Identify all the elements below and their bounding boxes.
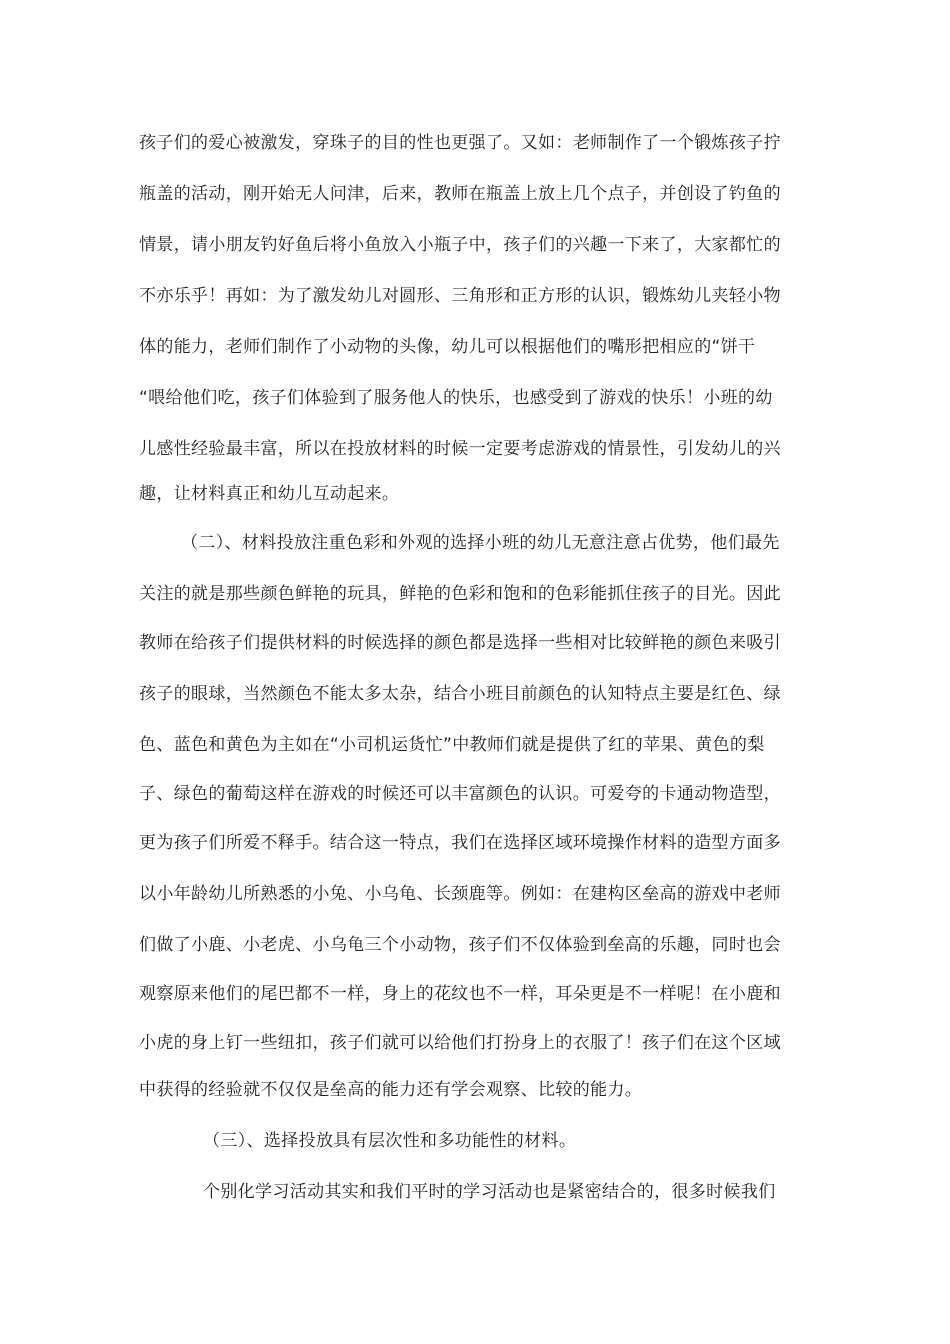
body-text-line: 情景，请小朋友钓好鱼后将小鱼放入小瓶子中，孩子们的兴趣一下来了，大家都忙的 <box>139 235 781 255</box>
body-text-line: 中获得的经验就不仅仅是垒高的能力还有学会观察、比较的能力。 <box>139 1080 643 1100</box>
body-text-line: 儿感性经验最丰富，所以在投放材料的时候一定要考虑游戏的情景性，引发幼儿的兴 <box>139 439 781 459</box>
body-text-line: 教师在给孩子们提供材料的时候选择的颜色都是选择一些相对比较鲜艳的颜色来吸引 <box>139 633 781 653</box>
body-text-line: “喂给他们吃，孩子们体验到了服务他人的快乐，也感受到了游戏的快乐！小班的幼 <box>139 388 773 408</box>
body-text-line: 孩子的眼球，当然颜色不能太多太杂，结合小班目前颜色的认知特点主要是红色、绿 <box>139 684 781 704</box>
body-text-line: 观察原来他们的尾巴都不一样，身上的花纹也不一样，耳朵更是不一样呢！在小鹿和 <box>139 984 781 1004</box>
body-text-line: 瓶盖的活动，刚开始无人问津，后来，教师在瓶盖上放上几个点子，并创设了钓鱼的 <box>139 184 781 204</box>
body-text-line: 色、蓝色和黄色为主如在“小司机运货忙”中教师们就是提供了红的苹果、黄色的梨 <box>139 735 765 755</box>
body-text-line: 趣，让材料真正和幼儿互动起来。 <box>139 484 400 504</box>
section-heading-2: （二）、材料投放注重色彩和外观的选择小班的幼儿无意注意占优势，他们最先 <box>181 533 780 553</box>
body-text-line: 子、绿色的葡萄这样在游戏的时候还可以丰富颜色的认识。可爱夸的卡通动物造型， <box>139 784 781 804</box>
body-text-line: 孩子们的爱心被激发，穿珠子的目的性也更强了。又如：老师制作了一个锻炼孩子拧 <box>139 133 781 153</box>
body-text-line: 以小年龄幼儿所熟悉的小兔、小乌龟、长颈鹿等。例如：在建构区垒高的游戏中老师 <box>139 884 781 904</box>
body-text-line: 更为孩子们所爱不释手。结合这一特点，我们在选择区域环境操作材料的造型方面多 <box>139 833 781 853</box>
body-text-line: 个别化学习活动其实和我们平时的学习活动也是紧密结合的，很多时候我们 <box>203 1182 776 1202</box>
body-text-line: 不亦乐乎！再如：为了激发幼儿对圆形、三角形和正方形的认识，锻炼幼儿夹轻小物 <box>139 286 781 306</box>
section-heading-3: （三）、选择投放具有层次性和多功能性的材料。 <box>203 1131 577 1151</box>
body-text-line: 们做了小鹿、小老虎、小乌龟三个小动物，孩子们不仅体验到垒高的乐趣，同时也会 <box>139 935 781 955</box>
body-text-line: 关注的就是那些颜色鲜艳的玩具，鲜艳的色彩和饱和的色彩能抓住孩子的目光。因此 <box>139 584 781 604</box>
body-text-line: 体的能力，老师们制作了小动物的头像，幼儿可以根据他们的嘴形把相应的“饼干 <box>139 337 756 357</box>
body-text-line: 小虎的身上钉一些纽扣，孩子们就可以给他们打扮身上的衣服了！孩子们在这个区域 <box>139 1033 781 1053</box>
